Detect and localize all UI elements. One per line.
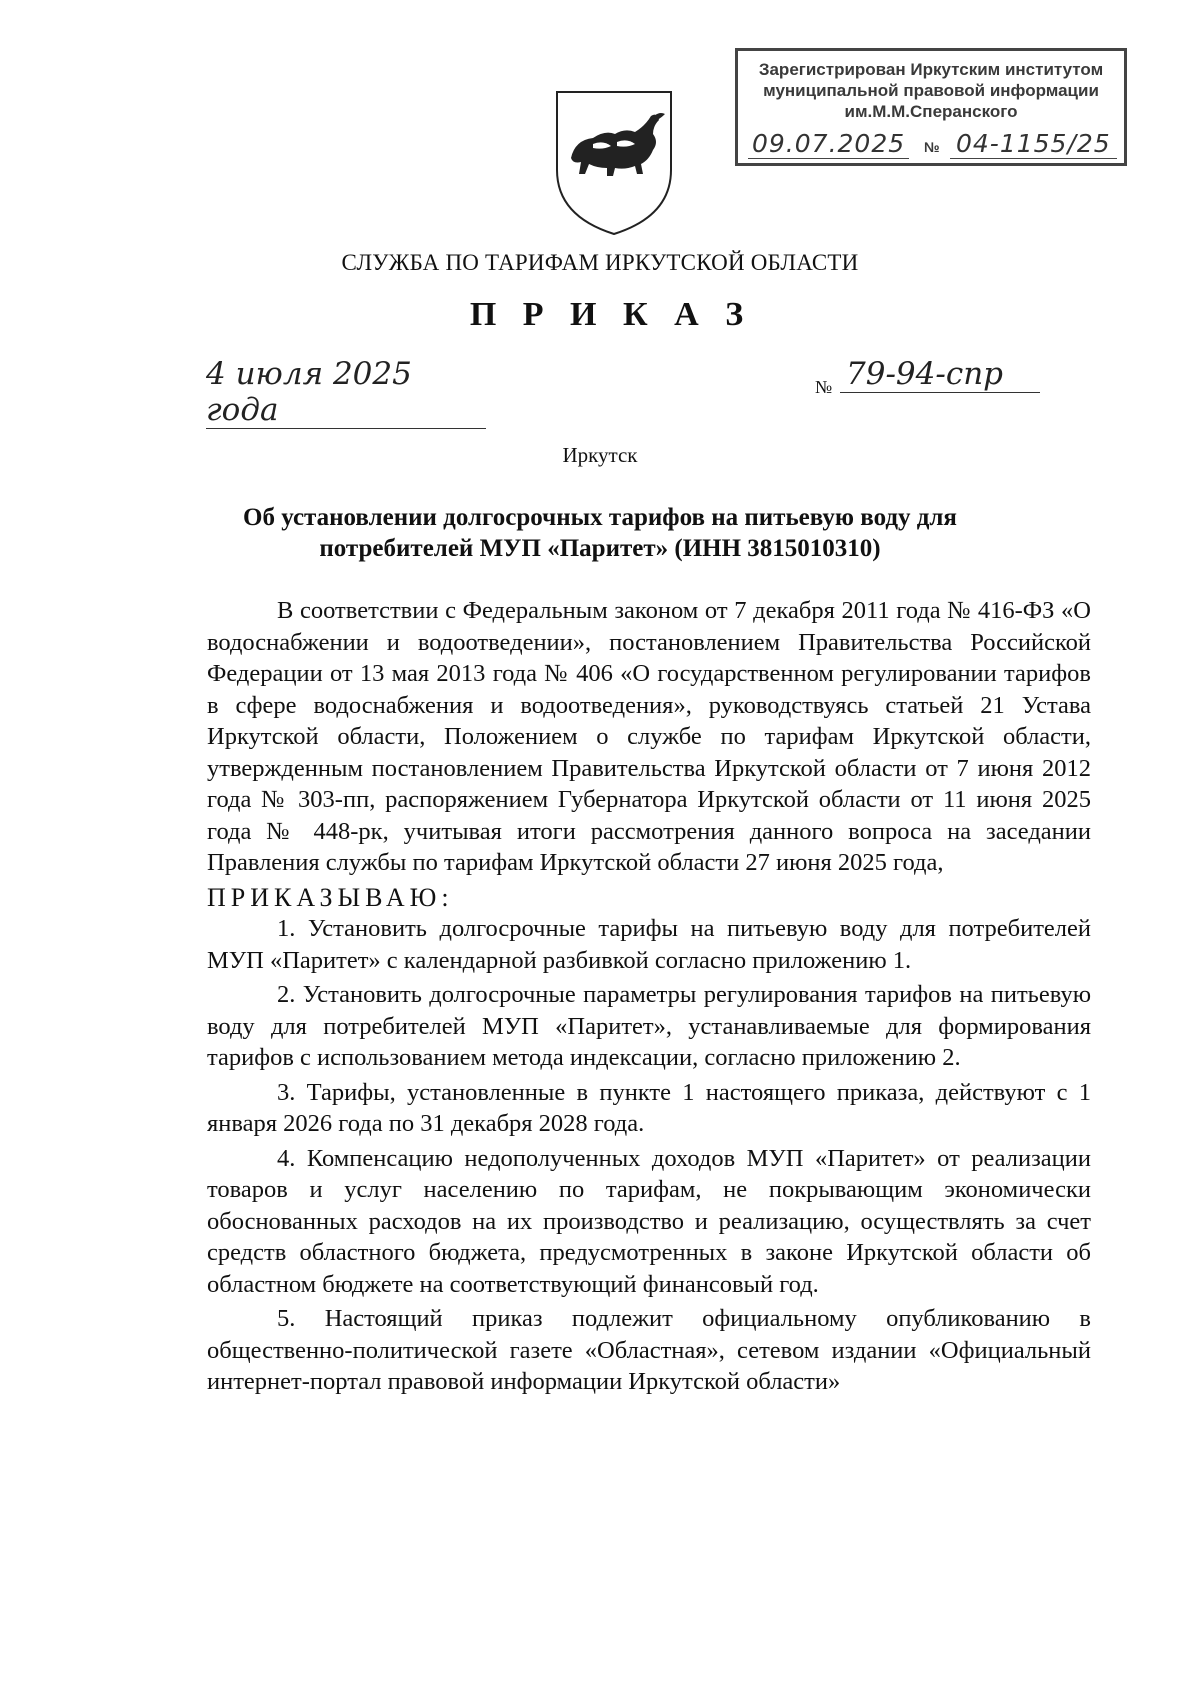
stamp-line-1: Зарегистрирован Иркутским институтом [758,60,1104,79]
stamp-line-3: им.М.М.Сперанского [844,102,1018,121]
document-body [207,595,1091,1401]
stamp-date: 09.07.2025 [748,129,909,159]
order-item-3: 3. Тарифы, установленные в пункте 1 настоящего приказа, действуют с 1 января 2026 года по 31 декабря 2028 года. [207,1078,1091,1137]
handwritten-date: 4 июля 2025 года [206,356,486,429]
city-name: Иркутск [562,443,638,467]
title-line-1: Об установлении долгосрочных тарифов на питьевую воду для [243,504,957,531]
order-item-2: 2. Установить долгосрочные параметры регулирования тарифов на питьевую воду для потребителей МУП «Паритет», устанавливаемые для формирования тарифов с использованием метода индексации, согласно приложению 2. [207,981,1091,1071]
document-type-heading: П Р И К А З [469,296,753,333]
registration-stamp [735,48,1127,166]
preamble-paragraph: В соответствии с Федеральным законом от 7 декабря 2011 года № 416-ФЗ «О водоснабжении и водоотведении», постановлением Правительства Российской Федерации от 13 мая 2013 года № 406 «О государственном регулировании тарифов в сфере водоснабжения и водоотведения», руководствуясь статьей 21 Устава Иркутской области, Положением о службе по тарифам Иркутской области, утвержденным постановлением Правительства Иркутской области от 7 июня 2012 года № 303-пп, распоряжением Губернатора Иркутской области от 11 июня 2025 года № 448-рк, учитывая итоги рассмотрения данного вопроса на заседании Правления службы по тарифам Иркутской области 27 июня 2025 года, [207,597,1091,876]
order-word: ПРИКАЗЫВАЮ: [207,882,454,912]
handwritten-order-number: 79-94-спр [840,356,1040,393]
stamp-number-label: № [924,139,940,155]
document-title [160,502,1040,564]
agency-name: СЛУЖБА ПО ТАРИФАМ ИРКУТСКОЙ ОБЛАСТИ [341,250,859,275]
order-item-5: 5. Настоящий приказ подлежит официальному опубликованию в общественно-политической газете «Областная», сетевом издании «Официальный интернет-портал правовой информации Иркутской области» [207,1305,1091,1395]
title-line-2: потребителей МУП «Паритет» (ИНН 3815010310) [319,535,881,562]
stamp-number: 04-1155/25 [950,129,1117,159]
coat-of-arms-emblem [553,88,675,238]
order-item-1: 1. Установить долгосрочные тарифы на питьевую воду для потребителей МУП «Паритет» с календарной разбивкой согласно приложению 1. [207,915,1091,974]
order-number-label: № [815,377,833,397]
stamp-line-2: муниципальной правовой информации [763,81,1099,100]
order-item-4: 4. Компенсацию недополученных доходов МУП «Паритет» от реализации товаров и услуг населению по тарифам, не покрывающим экономически обоснованных расходов на их производство и реализацию, осуществлять за счет средств областного бюджета, предусмотренных в законе Иркутской области об областном бюджете на соответствующий финансовый год. [207,1144,1091,1298]
